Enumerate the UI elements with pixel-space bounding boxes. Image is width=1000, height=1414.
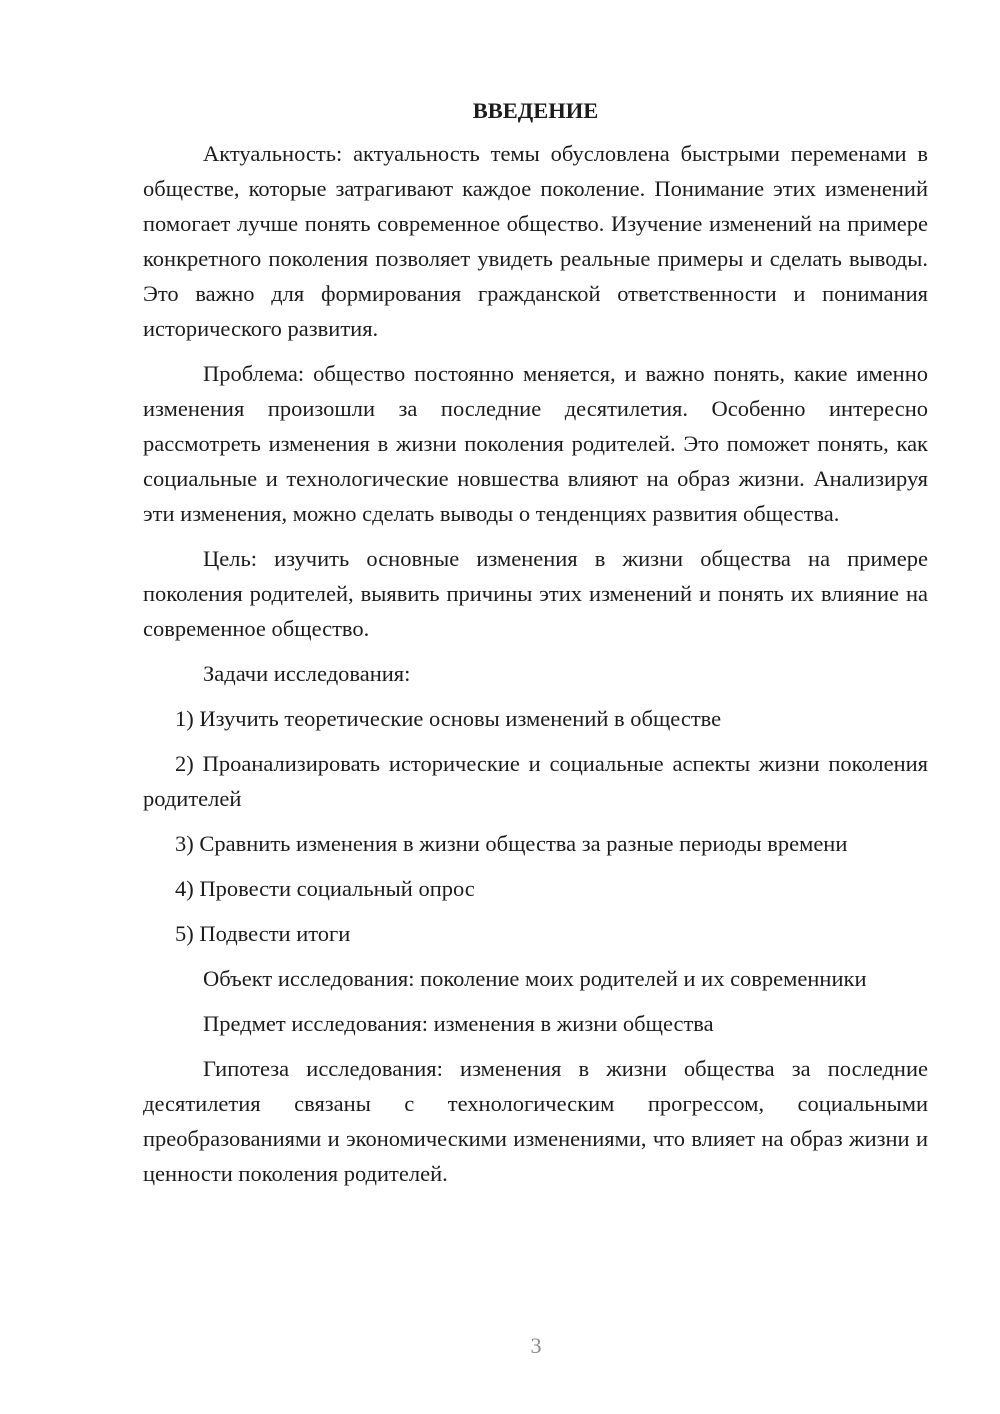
task-item-2: 2) Проанализировать исторические и социальные аспекты жизни поколения родителей [143, 751, 928, 811]
hypothesis-paragraph: Гипотеза исследования: изменения в жизни общества за последние десятилетия связаны с технологическим прогрессом, социальными преобразованиями и экономическими изменениями, что влияет на образ жизни и ценности поколения родителей. [143, 1056, 928, 1186]
tasks-list [143, 701, 928, 951]
problem-paragraph: Проблема: общество постоянно меняется, и важно понять, какие именно изменения произошли за последние десятилетия. Особенно интересно рассмотреть изменения в жизни поколения родителей. Это поможет понять, как социальные и технологические новшества влияют на образ жизни. Анализируя эти изменения, можно сделать выводы о тенденциях развития общества. [143, 361, 928, 526]
task-item-4: 4) Провести социальный опрос [175, 876, 475, 901]
page-heading: ВВЕДЕНИЕ [472, 98, 599, 123]
relevance-paragraph: Актуальность: актуальность темы обусловлена быстрыми переменами в обществе, которые затрагивают каждое поколение. Понимание этих изменений помогает лучше понять современное общество. Изучение изменений на примере конкретного поколения позволяет увидеть реальные примеры и сделать выводы. Это важно для формирования гражданской ответственности и понимания исторического развития. [143, 141, 928, 341]
task-item-3: 3) Сравнить изменения в жизни общества за разные периоды времени [175, 831, 848, 856]
page-number: 3 [530, 1333, 542, 1358]
object-paragraph: Объект исследования: поколение моих родителей и их современники [203, 966, 867, 991]
goal-paragraph: Цель: изучить основные изменения в жизни общества на примере поколения родителей, выявить причины этих изменений и понять их влияние на современное общество. [143, 546, 928, 641]
tasks-heading: Задачи исследования: [203, 661, 411, 686]
task-item-1: 1) Изучить теоретические основы изменений в обществе [175, 706, 722, 731]
task-item-5: 5) Подвести итоги [175, 921, 351, 946]
subject-paragraph: Предмет исследования: изменения в жизни общества [203, 1011, 714, 1036]
page-content [143, 96, 928, 1201]
